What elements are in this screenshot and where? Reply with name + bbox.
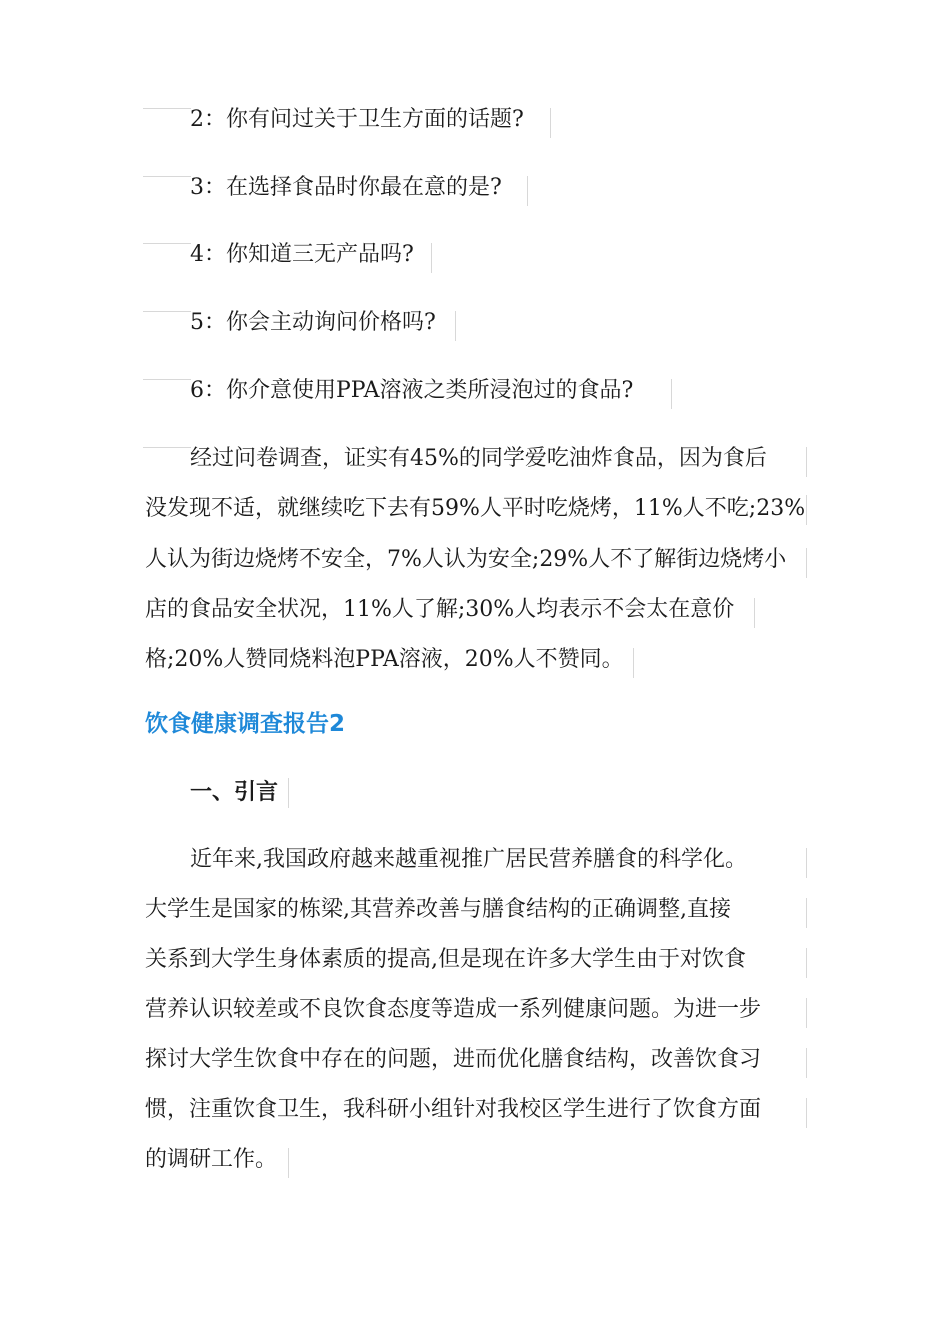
frame-mark: [143, 311, 191, 312]
frame-mark: [143, 176, 191, 177]
survey-paragraph-line: 格;20%人赞同烧料泡PPA溶液，20%人不赞同。: [145, 647, 624, 672]
question-item: 6：你介意使用PPA溶液之类所浸泡过的食品?: [190, 378, 634, 403]
frame-mark: [806, 998, 807, 1028]
frame-mark: [754, 598, 755, 628]
intro-paragraph-line: 大学生是国家的栋梁,其营养改善与膳食结构的正确调整,直接: [145, 897, 731, 922]
intro-paragraph-line: 营养认识较差或不良饮食态度等造成一系列健康问题。为进一步: [145, 997, 762, 1022]
survey-paragraph-line: 经过问卷调查，证实有45%的同学爱吃油炸食品，因为食后: [190, 446, 767, 471]
frame-mark: [455, 311, 456, 341]
frame-mark: [806, 548, 807, 578]
survey-paragraph-line: 人认为街边烧烤不安全，7%人认为安全;29%人不了解街边烧烤小: [145, 547, 787, 572]
intro-paragraph-line: 探讨大学生饮食中存在的问题，进而优化膳食结构，改善饮食习: [145, 1047, 762, 1072]
frame-mark: [143, 447, 191, 448]
frame-mark: [633, 648, 634, 678]
intro-paragraph-line: 的调研工作。: [145, 1147, 278, 1172]
frame-mark: [671, 379, 672, 409]
question-item: 4：你知道三无产品吗?: [190, 242, 414, 267]
intro-paragraph-line: 近年来,我国政府越来越重视推广居民营养膳食的科学化。: [190, 847, 747, 872]
frame-mark: [288, 778, 289, 808]
frame-mark: [143, 108, 191, 109]
report-title: 饮食健康调查报告2: [145, 711, 346, 737]
survey-paragraph-line: 没发现不适，就继续吃下去有59%人平时吃烧烤，11%人不吃;23%: [145, 496, 806, 521]
question-item: 3：在选择食品时你最在意的是?: [190, 175, 502, 200]
question-item: 5：你会主动询问价格吗?: [190, 310, 436, 335]
frame-mark: [806, 948, 807, 978]
frame-mark: [806, 1048, 807, 1078]
frame-mark: [143, 243, 191, 244]
frame-mark: [806, 1098, 807, 1128]
survey-paragraph-line: 店的食品安全状况，11%人了解;30%人均表示不会太在意价: [145, 597, 735, 622]
frame-mark: [288, 1148, 289, 1178]
question-item: 2：你有问过关于卫生方面的话题?: [190, 107, 524, 132]
intro-paragraph-line: 惯，注重饮食卫生，我科研小组针对我校区学生进行了饮食方面: [145, 1097, 762, 1122]
section-heading: 一、引言: [190, 780, 279, 805]
frame-mark: [806, 447, 807, 477]
frame-mark: [806, 898, 807, 928]
frame-mark: [431, 243, 432, 273]
frame-mark: [806, 848, 807, 878]
intro-paragraph-line: 关系到大学生身体素质的提高,但是现在许多大学生由于对饮食: [145, 947, 746, 972]
frame-mark: [527, 176, 528, 206]
frame-mark: [550, 108, 551, 138]
frame-mark: [143, 379, 191, 380]
frame-mark: [806, 495, 807, 525]
